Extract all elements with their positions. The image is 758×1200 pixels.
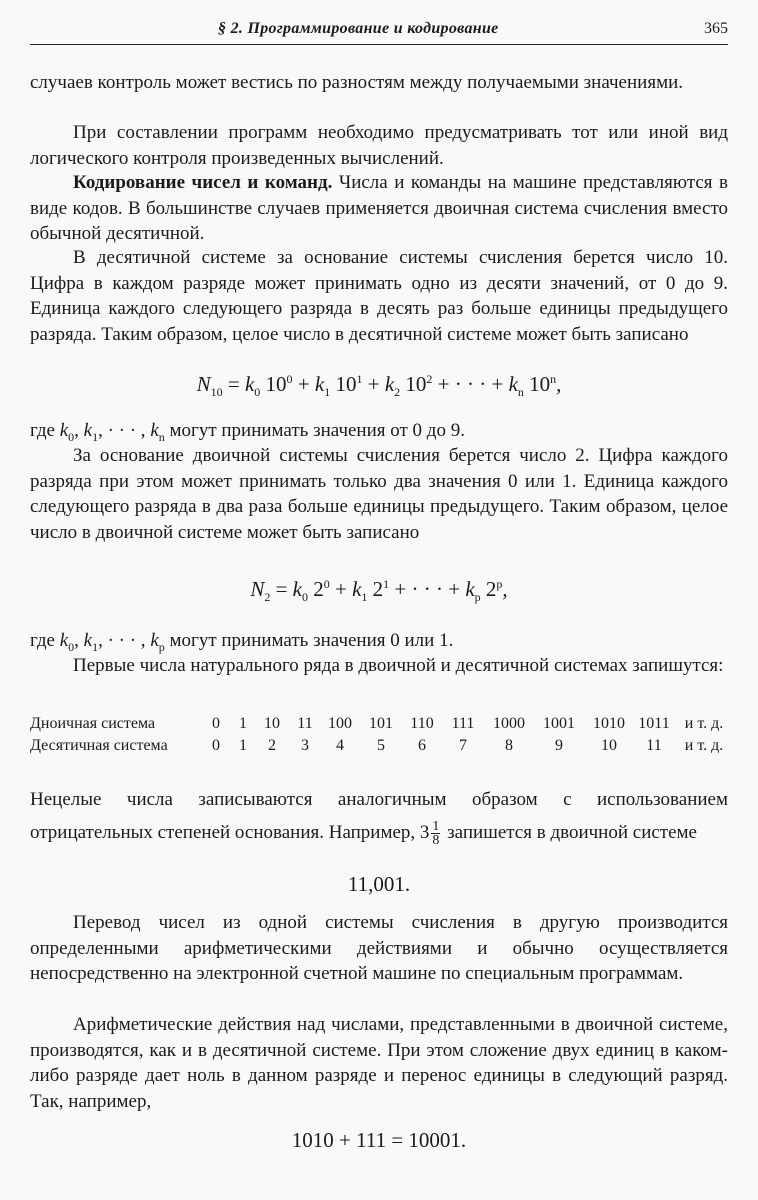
section-heading: Кодирование чисел и команд.	[73, 172, 333, 193]
table-cell: 5	[377, 737, 385, 754]
table-row	[30, 713, 734, 735]
page-number: 365	[704, 20, 728, 37]
table-row-label: Десятичная система	[30, 737, 168, 754]
table-cell: и т. д.	[684, 737, 724, 754]
table-cell: 10	[264, 715, 280, 732]
section-title: § 2. Программирование и кодирование	[218, 20, 499, 37]
decimal-formula: $N_{10} = k_0$ $10^0 + k_1$ $10^1 + k_2$ $10^2$ + · · · + $k_n$ 10$^n$,	[196, 372, 562, 400]
where-word-1: где	[30, 420, 55, 441]
table-cell: 9	[555, 737, 563, 754]
binary-formula: $N_2 = k_0$ $2^0 + k_1$ $2^1$ + · · · + $k_p$ 2$^p$,	[250, 577, 508, 605]
paragraph-7-text: могут принимать значения 0 или 1.	[169, 630, 454, 651]
paragraph-9-text-a: Нецелые числа записываются аналогичным образом с использованием отрицательных степеней основания. Например,	[30, 789, 728, 843]
paragraph-3-text: Числа и команды на машине представляются в виде кодов. В большинстве случаев применяется двоичная система счисления вместо обычной десятичной.	[30, 172, 728, 244]
paragraph-3	[30, 170, 728, 247]
table-cell: и т. д.	[684, 715, 724, 732]
paragraph-6: За основание двоичной системы счисления берется число 2. Цифра каждого разряда при этом может принимать только два значения 0 или 1. Единица каждого следующего разряда в два раза больше единицы предыдущего. Таким образом, целое число в двоичной системе может быть записано	[30, 445, 728, 543]
table-cell: 1010	[593, 715, 625, 732]
table-cell: 110	[410, 715, 434, 732]
table-cell: 111	[451, 715, 475, 732]
table-cell: 10	[601, 737, 617, 754]
table-cell: 1011	[638, 715, 670, 732]
mixed-fraction: 3 $\frac{1}{8}$	[419, 819, 440, 849]
table-cell: 8	[505, 737, 513, 754]
paragraph-5-text: могут принимать значения от 0 до 9.	[169, 420, 465, 441]
table-row-label: Дноичная система	[30, 715, 156, 732]
table-row	[30, 735, 734, 757]
paragraph-9	[30, 783, 728, 849]
table-cell: 1000	[493, 715, 525, 732]
table-cell: 3	[301, 737, 309, 754]
paragraph-11: Арифметические действия над числами, представленными в двоичной системе, производятся, как и в десятичной системе. При этом сложение двух единиц в каком-либо разряде дает ноль в данном разряде и перенос единицы в следующий разряд. Так, например,	[30, 1014, 728, 1112]
table-cell: 11	[297, 715, 313, 732]
table-cell: 11	[646, 737, 662, 754]
table-cell: 0	[212, 715, 220, 732]
paragraph-10: Перевод чисел из одной системы счисления в другую производится определенными арифметическими действиями и обычно осуществляется непосредственно на электронной счетной машине по специальным программам.	[30, 912, 728, 984]
table-cell: 1001	[543, 715, 575, 732]
where-word-2: где	[30, 630, 55, 651]
paragraph-1: случаев контроль может вестись по разностям между получаемыми значениями.	[30, 72, 684, 93]
binary-example: 11,001.	[347, 872, 411, 896]
paragraph-2: При составлении программ необходимо предусматривать тот или иной вид логического контроля произведенных вычислений.	[30, 122, 728, 169]
table-cell: 0	[212, 737, 220, 754]
table-cell: 101	[369, 715, 393, 732]
table-cell: 1	[239, 715, 247, 732]
table-cell: 4	[336, 737, 344, 754]
paragraph-8: Первые числа натурального ряда в двоичной и десятичной системах запишутся:	[73, 655, 724, 676]
number-table	[30, 713, 734, 757]
paragraph-4: В десятичной системе за основание системы счисления берется число 10. Цифра в каждом разряде может принимать одно из десяти значений, от 0 до 9. Единица каждого следующего разряда в десять раз больше единицы предыдущего разряда. Таким образом, целое число в десятичной системе может быть записано	[30, 247, 728, 345]
paragraph-9-text-b: запишется в двоичной системе	[447, 822, 697, 843]
table-cell: 100	[328, 715, 352, 732]
running-header	[30, 16, 728, 45]
table-cell: 2	[268, 737, 276, 754]
table-cell: 6	[418, 737, 426, 754]
paragraph-5: где $k_0$, $k_1$, · · · , $k_n$ могут принимать значения от 0 до 9.	[30, 420, 465, 444]
table-cell: 1	[239, 737, 247, 754]
table-cell: 7	[459, 737, 467, 754]
sum-example: 1010 + 111 = 10001.	[291, 1128, 467, 1152]
paragraph-7: где $k_0$, $k_1$, · · · , $k_p$ могут принимать значения 0 или 1.	[30, 630, 454, 654]
